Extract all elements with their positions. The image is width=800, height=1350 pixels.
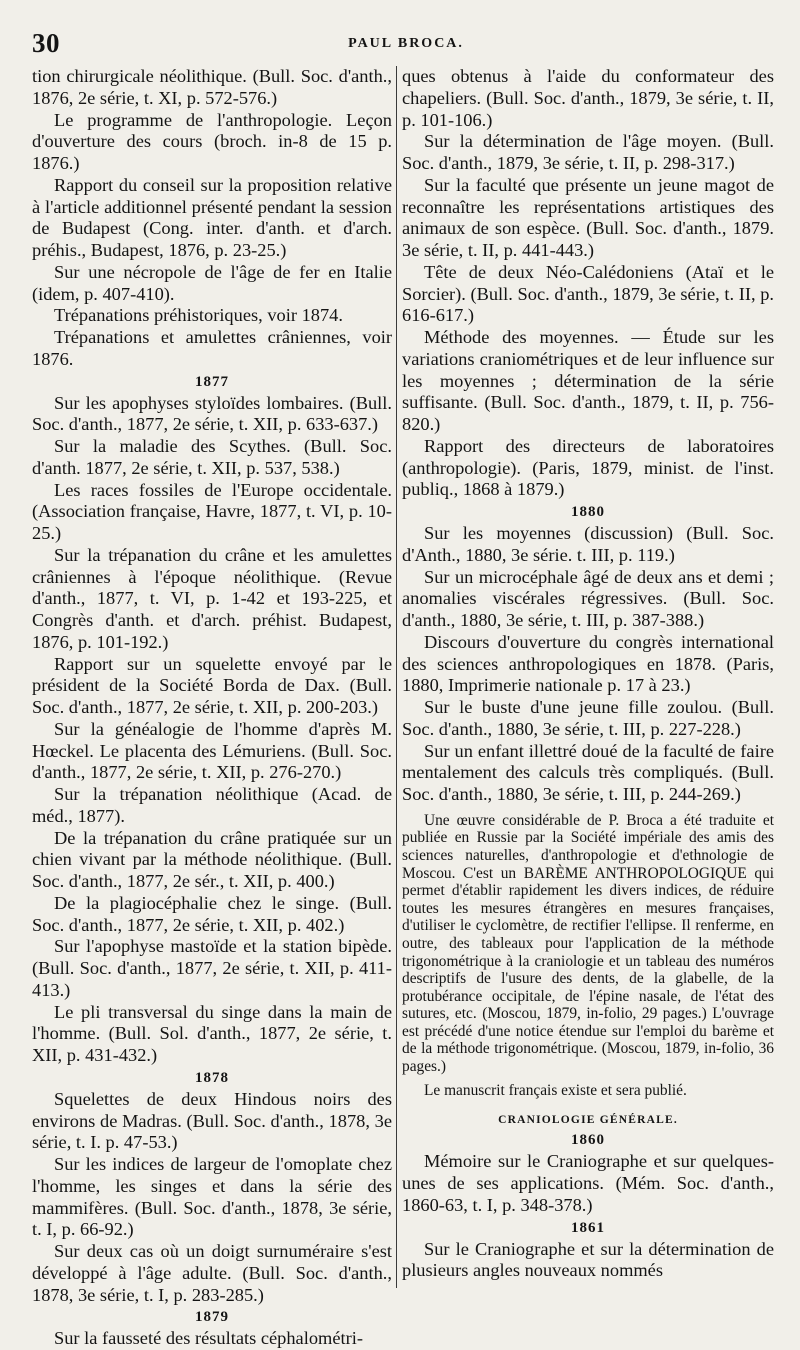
bibliography-entry-continued: tion chirurgicale néolithique. (Bull. Soc. d'anth., 1876, 2e série, t. XI, p. 572-576.) bbox=[32, 66, 392, 108]
bibliography-entry: Le pli transversal du singe dans la main de l'homme. (Bull. Sol. d'anth., 1877, 2e série, t. XII, p. 431-432.) bbox=[32, 1001, 392, 1065]
bibliography-entry: Sur le Craniographe et sur la détermination de plusieurs angles nouveaux nommés bbox=[402, 1238, 774, 1281]
bibliography-entry: Rapport du conseil sur la proposition relative à l'article additionnel présenté pendant la session de Budapest (Cong. inter. d'anth. et d'arch. préhis., Budapest, 1876, p. 23-25.) bbox=[32, 174, 392, 260]
bibliography-entry: Sur la faculté que présente un jeune magot de reconnaître les représentations artistiques des animaux de son espèce. (Bull. Soc. d'anth., 1879. 3e série, t. II, p. 441-443.) bbox=[402, 174, 774, 260]
bibliography-entry: Sur un microcéphale âgé de deux ans et demi ; anomalies viscérales régressives. (Bull. Soc. d'anth., 1880, 3e série, t. III, p. 387-388.) bbox=[402, 566, 774, 630]
left-column bbox=[32, 66, 392, 1350]
bibliography-entry: Méthode des moyennes. — Étude sur les variations craniométriques et de leur influence sur les moyennes ; détermination de la série suffisante. (Bull. Soc. d'anth., 1879, t. II, p. 756-820.) bbox=[402, 327, 774, 434]
year-heading: 1861 bbox=[571, 1219, 605, 1236]
page-header bbox=[32, 28, 780, 62]
running-title: PAUL BROCA. bbox=[348, 36, 464, 51]
bibliography-entry: Sur l'apophyse mastoïde et la station bipède. (Bull. Soc. d'anth., 1877, 2e série, t. XII, p. 411-413.) bbox=[32, 936, 392, 1000]
bibliography-entry: Sur la trépanation néolithique (Acad. de méd., 1877). bbox=[32, 784, 392, 826]
bibliography-entry: Sur la détermination de l'âge moyen. (Bull. Soc. d'anth., 1879, 3e série, t. II, p. 298-317.) bbox=[402, 131, 774, 173]
bibliography-entry-continued: ques obtenus à l'aide du conformateur des chapeliers. (Bull. Soc. d'anth., 1879, 3e série, t. II, p. 101-106.) bbox=[402, 66, 774, 130]
bibliography-entry: Squelettes de deux Hindous noirs des environs de Madras. (Bull. Soc. d'anth., 1878, 3e série, t. I. p. 47-53.) bbox=[32, 1088, 392, 1153]
bibliography-entry: Sur le buste d'une jeune fille zoulou. (Bull. Soc. d'anth., 1880, 3e série, t. III, p. 227-228.) bbox=[402, 697, 774, 739]
bibliography-entry: Sur la généalogie de l'homme d'après M. Hœckel. Le placenta des Lémuriens. (Bull. Soc. d'anth., 1877, 2e série, t. XII, p. 276-270.) bbox=[32, 718, 392, 783]
bibliography-entry: Sur la trépanation du crâne et les amulettes crâniennes à l'époque néolithique. (Revue d'anth., 1877, t. VI, p. 1-42 et 193-225, et Congrès d'anth. et d'arch. préhist. Budapest, 1876, p. 101-192.) bbox=[32, 544, 392, 652]
bibliography-entry: Rapport sur un squelette envoyé par le président de la Société Borda de Dax. (Bull. Soc. d'anth., 1877, 2e série, t. XII, p. 200-203.) bbox=[32, 653, 392, 717]
section-heading: CRANIOLOGIE GÉNÉRALE. bbox=[498, 1114, 678, 1127]
note-paragraph: Une œuvre considérable de P. Broca a été traduite et publiée en Russie par la Société impériale des amis des sciences naturelles, d'anthropologie et d'ethnologie de Moscou. C'est un BARÈME ANTHROPOLOGIQUE qui permet d'établir rapidement les divers indices, de réduire toutes les mesures étrangères en mesures françaises, d'utiliser le cyclomètre, de rectifier l'ellipse. Il renferme, en outre, des tableaux pour l'application de la méthode trigonométrique à la craniologie et un tableau des numéros descriptifs de l'usure des dents, de la glabelle, de la protubérance occipitale, de l'épine nasale, de l'état des sutures, etc. (Moscou, 1879, in-folio, 29 pages.) L'ouvrage est précédé d'une notice étendue sur l'emploi du barème et de la méthode trigonométrique. (Moscou, 1879, in-folio, 36 pages.) bbox=[402, 811, 774, 1076]
year-heading: 1877 bbox=[195, 373, 229, 390]
bibliography-entry: De la trépanation du crâne pratiquée sur un chien vivant par la méthode néolithique. (Bull. Soc. d'anth., 1877, 2e sér., t. XII, p. 400.) bbox=[32, 827, 392, 891]
bibliography-entry: Sur un enfant illettré doué de la faculté de faire mentalement des calculs très compliqués. (Bull. Soc. d'anth., 1880, 3e série, t. III, p. 244-269.) bbox=[402, 740, 774, 804]
bibliography-entry: Sur la fausseté des résultats céphalométri- bbox=[54, 1328, 363, 1349]
note-paragraph: Le manuscrit français existe et sera publié. bbox=[424, 1081, 687, 1099]
year-heading: 1879 bbox=[195, 1309, 229, 1326]
right-column bbox=[402, 66, 774, 1282]
bibliography-entry: De la plagiocéphalie chez le singe. (Bull. Soc. d'anth., 1877, 2e série, t. XII, p. 402.) bbox=[32, 892, 392, 935]
year-heading: 1878 bbox=[195, 1069, 229, 1086]
bibliography-entry: Mémoire sur le Craniographe et sur quelques-unes de ses applications. (Mém. Soc. d'anth., 1860-63, t. I, p. 348-378.) bbox=[402, 1151, 774, 1215]
bibliography-entry: Trépanations préhistoriques, voir 1874. bbox=[54, 305, 343, 326]
bibliography-entry: Sur les apophyses styloïdes lombaires. (Bull. Soc. d'anth., 1877, 2e série, t. XII, p. 633-637.) bbox=[32, 392, 392, 435]
column-divider bbox=[396, 66, 397, 1288]
bibliography-entry: Sur les moyennes (discussion) (Bull. Soc. d'Anth., 1880, 3e série. t. III, p. 119.) bbox=[402, 523, 774, 565]
bibliography-entry: Le programme de l'anthropologie. Leçon d'ouverture des cours (broch. in-8 de 15 p. 1876.) bbox=[32, 109, 392, 173]
bibliography-entry: Sur deux cas où un doigt surnuméraire s'est développé à l'âge adulte. (Bull. Soc. d'anth., 1878, 3e série, t. I, p. 283-285.) bbox=[32, 1241, 392, 1305]
bibliography-entry: Les races fossiles de l'Europe occidentale. (Association française, Havre, 1877, t. VI, p. 10-25.) bbox=[32, 479, 392, 543]
year-heading: 1860 bbox=[571, 1132, 605, 1149]
page-number: 30 bbox=[32, 28, 60, 58]
bibliography-entry: Rapport des directeurs de laboratoires (anthropologie). (Paris, 1879, minist. de l'inst. publiq., 1868 à 1879.) bbox=[402, 435, 774, 500]
year-heading: 1880 bbox=[571, 504, 605, 520]
bibliography-entry: Trépanations et amulettes crâniennes, voir 1876. bbox=[32, 327, 392, 369]
bibliography-entry: Tête de deux Néo-Calédoniens (Ataï et le Sorcier). (Bull. Soc. d'anth., 1879, 3e série, t. II, p. 616-617.) bbox=[402, 261, 774, 326]
bibliography-entry: Sur les indices de largeur de l'omoplate chez l'homme, les singes et dans la série des mammifères. (Bull. Soc. d'anth., 1878, 3e série, t. I, p. 66-92.) bbox=[32, 1154, 392, 1240]
bibliography-entry: Discours d'ouverture du congrès international des sciences anthropologiques en 1878. (Paris, 1880, Imprimerie nationale p. 17 à 23.) bbox=[402, 631, 774, 696]
bibliography-entry: Sur la maladie des Scythes. (Bull. Soc. d'anth. 1877, 2e série, t. XII, p. 537, 538.) bbox=[32, 436, 392, 478]
bibliography-entry: Sur une nécropole de l'âge de fer en Italie (idem, p. 407-410). bbox=[32, 261, 392, 304]
